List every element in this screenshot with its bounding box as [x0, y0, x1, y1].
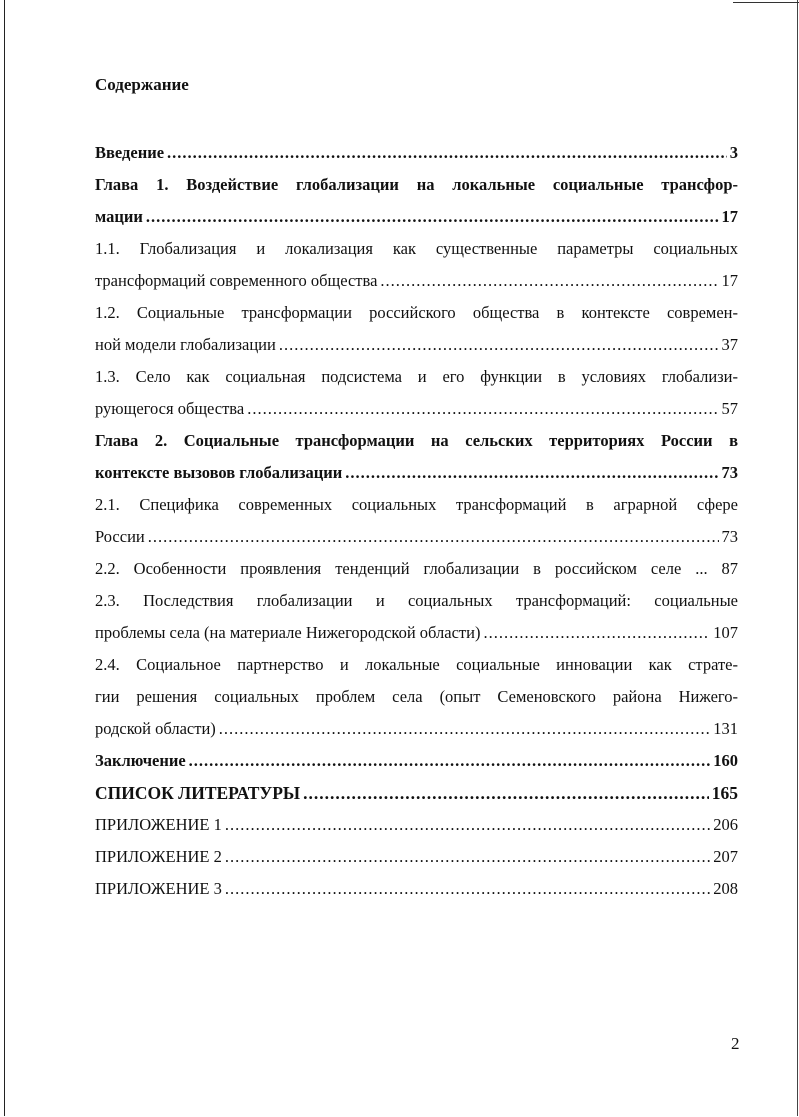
- toc-page-number: 165: [711, 783, 738, 803]
- toc-entry-text: рующегося общества: [95, 399, 245, 418]
- toc-entry-text: Введение: [95, 143, 165, 162]
- toc-entry-appendix-2[interactable]: [95, 841, 738, 873]
- page-title: Содержание: [95, 75, 189, 94]
- toc-entry-section-1-3-cont[interactable]: [95, 393, 738, 425]
- toc-entry-text: России: [95, 527, 145, 546]
- toc-page-number: 3: [729, 143, 738, 162]
- toc-entry-references[interactable]: [95, 777, 738, 809]
- toc-entry-section-1-2-cont[interactable]: [95, 329, 738, 361]
- dot-leader: [247, 393, 718, 425]
- toc-page-number: 131: [713, 719, 738, 738]
- dot-leader: [225, 873, 710, 905]
- page-number: 2: [731, 1034, 740, 1053]
- toc-entry-section-1-3[interactable]: 1.3. Село как социальная подсистема и его функции в условиях глобализи-: [95, 367, 738, 386]
- toc-entry-section-2-1[interactable]: 2.1. Специфика современных социальных трансформаций в аграрной сфере: [95, 495, 738, 514]
- dot-leader: [189, 745, 711, 777]
- toc-page-number: 57: [721, 399, 738, 418]
- toc-entry-chapter-1-cont[interactable]: [95, 201, 738, 233]
- toc-entry-section-1-1-cont[interactable]: [95, 265, 738, 297]
- dot-leader: [219, 713, 710, 745]
- dot-leader: [146, 201, 719, 233]
- toc-page-number: 37: [721, 335, 738, 354]
- toc-entry-text: ПРИЛОЖЕНИЕ 3: [95, 879, 222, 898]
- toc-entry-chapter-2[interactable]: Глава 2. Социальные трансформации на сельских территориях России в: [95, 431, 738, 450]
- toc-entry-text: родской области): [95, 719, 216, 738]
- toc-entry-section-1-2[interactable]: 1.2. Социальные трансформации российского общества в контексте современ-: [95, 303, 738, 322]
- toc-entry-text: ПРИЛОЖЕНИЕ 1: [95, 815, 222, 834]
- toc-page-number: 207: [713, 847, 738, 866]
- dot-leader: [225, 841, 710, 873]
- toc-entry-text: ПРИЛОЖЕНИЕ 2: [95, 847, 222, 866]
- dot-leader: [148, 521, 719, 553]
- toc-page-number: 17: [721, 207, 738, 226]
- dot-leader: [345, 457, 718, 489]
- toc-page-number: 208: [713, 879, 738, 898]
- toc-page-number: 17: [721, 271, 738, 290]
- toc-entry-appendix-1[interactable]: [95, 809, 738, 841]
- toc-page-number: 73: [721, 463, 738, 482]
- toc-entry-appendix-3[interactable]: [95, 873, 738, 905]
- dot-leader: [279, 329, 719, 361]
- toc-entry-section-2-4-cont[interactable]: гии решения социальных проблем села (опыт Семеновского района Нижего-: [95, 687, 738, 706]
- toc-entry-text: ной модели глобализации: [95, 335, 276, 354]
- toc-entry-text: Заключение: [95, 751, 186, 770]
- toc-entry-section-2-4[interactable]: 2.4. Социальное партнерство и локальные социальные инновации как страте-: [95, 655, 738, 674]
- toc-entry-chapter-2-cont[interactable]: [95, 457, 738, 489]
- dot-leader: [167, 137, 727, 169]
- toc-entry-text: трансформаций современного общества: [95, 271, 378, 290]
- toc-entry-section-2-4-end[interactable]: [95, 713, 738, 745]
- toc-entry-text: СПИСОК ЛИТЕРАТУРЫ: [95, 783, 301, 803]
- toc-entry-section-2-2[interactable]: 2.2. Особенности проявления тенденций глобализации в российском селе ... 87: [95, 559, 738, 578]
- toc-entry-section-1-1[interactable]: 1.1. Глобализация и локализация как существенные параметры социальных: [95, 239, 738, 258]
- toc-page-number: 107: [713, 623, 738, 642]
- dot-leader: [303, 777, 709, 809]
- dot-leader: [483, 617, 710, 649]
- dot-leader: [380, 265, 718, 297]
- toc-entry-section-2-3-cont[interactable]: [95, 617, 738, 649]
- toc-entry-section-2-3[interactable]: 2.3. Последствия глобализации и социальных трансформаций: социальные: [95, 591, 738, 610]
- toc-entry-section-2-1-cont[interactable]: [95, 521, 738, 553]
- toc-entry-conclusion[interactable]: [95, 745, 738, 777]
- toc-entry-intro[interactable]: [95, 137, 738, 169]
- table-of-contents: [95, 137, 738, 905]
- toc-entry-text: мации: [95, 207, 143, 226]
- toc-entry-chapter-1[interactable]: Глава 1. Воздействие глобализации на локальные социальные трансфор-: [95, 175, 738, 194]
- toc-page-number: 160: [713, 751, 738, 770]
- corner-mark: [733, 2, 799, 3]
- toc-entry-text: проблемы села (на материале Нижегородской области): [95, 623, 481, 642]
- toc-page-number: 73: [721, 527, 738, 546]
- toc-entry-text: контексте вызовов глобализации: [95, 463, 343, 482]
- dot-leader: [225, 809, 710, 841]
- toc-page-number: 206: [713, 815, 738, 834]
